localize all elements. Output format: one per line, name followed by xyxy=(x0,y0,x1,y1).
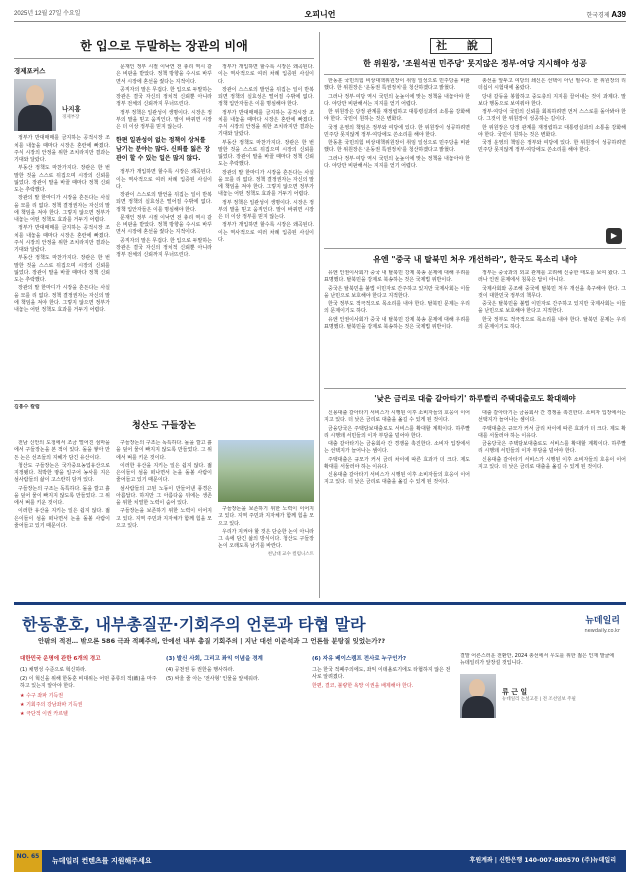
column2-paragraph: 우리가 지켜야 할 것은 단순한 논이 아니라 그 속에 담긴 삶의 방식이다. 청산도 구들장논이 오래도록 남기를 바란다. xyxy=(218,528,314,550)
editorial1-col-b xyxy=(478,78,626,244)
editorial-rule xyxy=(324,74,626,75)
ad-col1-item: ★ 극단적 이권 카르텔 xyxy=(20,711,68,718)
column1-author-title: 경제부장 xyxy=(62,114,80,120)
editorial3-title: '낮은 금리로 대출 갈아타기' 하루빨리 주택대출로도 확대해야 xyxy=(374,394,576,403)
editorial2-paragraph: 중국은 탈북민을 불법 이민자로 간주하고 있지만 국제사회는 이들을 난민으로 보호해야 한다고 지적한다. xyxy=(478,301,626,315)
editorial1-paragraph: 국정 운영의 책임은 정부와 여당에 있다. 한 위원장이 성공하려면 민주당 못지않게 정부·여당에도 쓴소리를 해야 한다. xyxy=(478,140,626,154)
ad-col2-head: (3) 발신 사회, 그리고 좌익 이념을 경계 xyxy=(166,656,263,662)
column1-paragraph: 부동산 정책도 마찬가지다. 장관은 한 번 말한 것을 스스로 뒤집으며 시장의 신뢰를 잃었다. 장관이 말을 바꿀 때마다 정책 신뢰도는 추락했다. xyxy=(14,165,110,194)
ad-logo-url[interactable]: newdaily.co.kr xyxy=(584,628,620,635)
column1-title: 한 입으로 두말하는 장관의 비애 xyxy=(80,39,248,53)
column1-col-a xyxy=(14,64,110,398)
editorial2-paragraph: 중국은 탈북민을 불법 이민자로 간주하고 있지만 국제사회는 이들을 난민으로 보호해야 한다고 지적한다. xyxy=(324,285,470,299)
ad-subtitle: 안팎의 적전… 밖으론 586 극좌 적폐주의, 안에선 내부 총질 기회주의 | 지난 대선 이준석과 그 언론들 분탕질 잊었는가?? xyxy=(38,637,386,645)
editorial-tag: 社 說 xyxy=(430,38,492,54)
editorial2-paragraph: 한국 정부도 적극적으로 목소리를 내야 한다. 탈북민 문제는 우리의 문제이기도 하다. xyxy=(478,316,626,330)
ad-person-photo xyxy=(460,674,496,718)
editorial2-paragraph: 정부는 중국과의 외교 관계를 고려해 신중한 태도를 보여 왔다. 그러나 인권 문제에서 침묵은 답이 아니다. xyxy=(478,270,626,284)
column1-paragraph: 정부가 개입하면 할수록 시장은 왜곡된다. 이는 역사적으로 여러 차례 입증된 사실이다. xyxy=(218,64,314,85)
header-section: 오피니언 xyxy=(304,9,336,19)
editorial1-paragraph: 정부·여당이 국민의 신뢰를 회복하려면 먼저 스스로를 돌아봐야 한다. 그것이 한 위원장이 성공하는 길이다. xyxy=(478,109,626,123)
editorial-rule xyxy=(324,388,626,389)
column2-paragraph: 구들장논을 보존하기 위한 노력이 이어지고 있다. 지역 주민과 지자체가 함께 힘을 모으고 있다. xyxy=(116,508,212,529)
column2-col-a xyxy=(14,440,110,598)
editorial1-paragraph: 한 위원장은 당정 관계를 재정립하고 대통령실과의 소통을 강화해야 한다. 국민이 원하는 것은 변화다. xyxy=(478,124,626,138)
author-photo xyxy=(14,79,56,131)
column2-series: 김홍수 칼럼 xyxy=(14,404,40,410)
editorial1-paragraph: 총선을 앞두고 여당의 쇄신은 선택이 아닌 필수다. 한 위원장의 리더십이 시험대에 올랐다. xyxy=(478,78,626,92)
editorial3-paragraph: 신용대출 갈아타기 서비스가 시행된 이후 소비자들의 호응이 이어지고 있다. 더 낮은 금리로 대출을 옮길 수 있게 된 것이다. xyxy=(324,410,470,424)
column1-author: 나지홍 xyxy=(62,105,81,114)
editorial1-paragraph: 당내 갈등을 봉합하고 중도층의 지지를 끌어내는 것이 과제다. 말보다 행동으로 보여줘야 한다. xyxy=(478,93,626,107)
ad-col1-item: ★ 기회주의 강남좌파 기득권 xyxy=(20,701,83,708)
ad-col-1 xyxy=(20,653,160,849)
column1-paragraph: 장관의 말 한마디가 시장을 흔든다는 사실을 모를 리 없다. 정책 결정권자는 자신의 말에 책임을 져야 한다. 그렇지 않으면 정부가 내놓는 어떤 정책도 효과를 거두기 어렵다. xyxy=(14,195,110,224)
column1-paragraph: 장관의 말 한마디가 시장을 흔든다는 사실을 모를 리 없다. 정책 결정권자는 자신의 말에 책임을 져야 한다. 그렇지 않으면 정부가 내놓는 어떤 정책도 효과를 거두기 어렵다. xyxy=(218,169,314,198)
ad-person xyxy=(460,674,620,718)
editorial3-paragraph: 신용대출 갈아타기 서비스가 시행된 이후 소비자들의 호응이 이어지고 있다. 더 낮은 금리로 대출을 옮길 수 있게 된 것이다. xyxy=(478,456,626,470)
column2-paragraph: 구들장논의 구조는 독특하다. 돌을 깔고 흙을 덮어 물이 빠지지 않도록 만들었다. 그 위에서 벼를 키운 것이다. xyxy=(116,440,212,461)
editorial1-paragraph: 국정 운영의 책임은 정부와 여당에 있다. 한 위원장이 성공하려면 민주당 못지않게 정부·여당에도 쓴소리를 해야 한다. xyxy=(324,124,470,138)
editorial3-paragraph: 주택대출은 규모가 커서 금리 차이에 따른 효과가 더 크다. 제도 확대를 서둘러야 하는 이유다. xyxy=(478,425,626,439)
author-face xyxy=(26,85,44,107)
advertisement xyxy=(14,602,626,872)
column2-col-b xyxy=(116,440,212,598)
author-photo-wrap xyxy=(14,79,110,135)
editorial1-paragraph: 그러나 정부·여당 역시 국민의 눈높이에 맞는 정책을 내놓아야 한다. 야당만 비판해서는 지지를 얻기 어렵다. xyxy=(324,155,470,169)
editorial3-paragraph: 금융당국은 주택담보대출로도 서비스를 확대할 계획이다. 하루빨리 시행돼 서민들의 이자 부담을 덜어야 한다. xyxy=(324,425,470,439)
ad-person-face xyxy=(469,679,485,698)
vertical-divider xyxy=(319,32,320,598)
editorial2-col-b xyxy=(478,270,626,384)
ad-footer-text: 뉴데일리 컨텐츠를 지원해주세요 xyxy=(52,856,152,865)
ad-person-title: 뉴데일리 논설고문 | 전 조선일보 주필 xyxy=(502,697,576,703)
column2-author-note: 천남대 교수 컬럼니스트 xyxy=(267,551,314,557)
column1-rule xyxy=(14,58,314,59)
editorial2-paragraph: 한국 정부도 적극적으로 목소리를 내야 한다. 탈북민 문제는 우리의 문제이기도 하다. xyxy=(324,301,470,315)
terrace-photo xyxy=(218,440,314,502)
ad-footer xyxy=(14,850,626,872)
column1-paragraph: 문재인 정부 시절 이낙연 전 총리 역시 같은 비판을 받았다. 정책 방향을 수시로 바꾸면서 시장에 혼선을 줬다는 지적이다. xyxy=(116,64,212,85)
ad-person-suit xyxy=(462,696,494,718)
editorial2-paragraph: 유엔 인권이사회가 중국 내 탈북민 강제 북송 문제에 대해 우려를 표명했다. 탈북민을 강제로 북송하는 것은 국제법 위반이다. xyxy=(324,270,470,284)
column1-col-b xyxy=(116,64,212,398)
editorial3-col-a xyxy=(324,410,470,598)
column1-paragraph: 정부가 개입하면 할수록 시장은 왜곡된다. 이는 역사적으로 여러 차례 입증된 사실이다. xyxy=(116,169,212,190)
ad-col1-item: (1) 채명성 수준으로 혁신하라. xyxy=(20,666,87,673)
ad-col2-item: (4) 공천권 등 권한을 행사하라. xyxy=(166,666,235,673)
column1-paragraph: 정부가 반대매매를 금지하는 공적시장 조치를 내놓을 때마다 시장은 혼란에 빠졌다. 주식 시장의 안정을 위한 조치라지만 결과는 기대와 달랐다. xyxy=(14,225,110,254)
column2-title: 청산도 구들장논 xyxy=(132,421,196,431)
editorial1-col-a xyxy=(324,78,470,244)
column1-paragraph: 정부 정책은 일관성이 생명이다. 시장은 정부의 말을 믿고 움직인다. 말이 바뀌면 시장은 더 이상 정부를 믿지 않는다. xyxy=(116,109,212,130)
header-paper-name: 한국경제 xyxy=(586,12,610,19)
editorial2-paragraph: 유엔 인권이사회가 중국 내 탈북민 강제 북송 문제에 대해 우려를 표명했다. 탈북민을 강제로 북송하는 것은 국제법 위반이다. xyxy=(324,316,470,330)
ad-col3-item: 그는 한국 적폐주의에도, 좌익 이데올로기에도 타협하지 않은 전사로 알려졌다. xyxy=(312,666,451,681)
ad-col-2 xyxy=(166,653,306,849)
ad-logo-name: 뉴데일리 xyxy=(585,616,620,626)
ad-logo xyxy=(585,615,620,635)
ad-title: 한동훈호, 내부총질꾼·기회주의 언론과 타협 말라 xyxy=(22,615,366,634)
editorial2-title: 유엔 "중국 내 탈북민 처우 개선하라", 한국도 목소리 내야 xyxy=(373,255,577,264)
column2-paragraph: 구들장논의 구조는 독특하다. 돌을 깔고 흙을 덮어 물이 빠지지 않도록 만들었다. 그 위에서 벼를 키운 것이다. xyxy=(14,485,110,506)
editorial2-paragraph: 국제사회와 공조해 중국에 탈북민 처우 개선을 촉구해야 한다. 그것이 대한민국 정부의 책무다. xyxy=(478,285,626,299)
editorial3-col-b xyxy=(478,410,626,598)
column1-paragraph: 정부가 반대매매를 금지하는 공적시장 조치를 내놓을 때마다 시장은 혼란에 빠졌다. 주식 시장의 안정을 위한 조치라지만 결과는 기대와 달랐다. xyxy=(218,109,314,138)
column1-paragraph: 공직자의 말은 무겁다. 한 입으로 두말하는 장관은 결국 자신의 정치적 신뢰뿐 아니라 정부 전체의 신뢰까지 무너뜨린다. xyxy=(116,86,212,108)
column2-paragraph: 전남 신안의 도청에서 조금 떨어진 섬마을에서 구들장논을 본 적이 있다. 돌을 쌓아 만든 논은 선조들의 지혜가 담긴 유산이다. xyxy=(14,440,110,461)
ad-col1-item: (2) 이 혁신을 위해 한동훈 비대위는 어떤 종류의 적(敵)을 마주하고 있는지 알아야 한다. xyxy=(20,676,157,690)
column2-paragraph: 청산도 구들장논은 국가중요농업유산으로 지정됐다. 척박한 땅을 일구어 농사를 지은 섬사람들의 삶이 고스란히 담겨 있다. xyxy=(14,462,110,484)
ad-col4-text: 결말 어른스러운 전환만, 2024 총선에서 우도를 위한 젊은 인재 발굴에 뉴데일리가 앞장설 것입니다. xyxy=(460,653,615,667)
ad-col1-head: 대한민국 운명에 관한 6개의 경고 xyxy=(20,656,101,662)
video-play-icon[interactable]: ▶ xyxy=(606,228,622,244)
column2-col-c xyxy=(218,506,314,598)
editorial3-paragraph: 주택대출은 규모가 커서 금리 차이에 따른 효과가 더 크다. 제도 확대를 서둘러야 하는 이유다. xyxy=(324,456,470,470)
header-page-number: A39 xyxy=(611,9,626,19)
header-date: 2025년 12월 27일 수요일 xyxy=(14,11,81,18)
page-header xyxy=(14,8,626,22)
column1-paragraph: 부동산 정책도 마찬가지다. 장관은 한 번 말한 것을 스스로 뒤집으며 시장의 신뢰를 잃었다. 장관이 말을 바꿀 때마다 정책 신뢰도는 추락했다. xyxy=(14,255,110,284)
ad-col-4 xyxy=(460,653,620,849)
column-divider xyxy=(14,400,314,401)
editorial1-paragraph: 한 위원장은 당정 관계를 재정립하고 대통령실과의 소통을 강화해야 한다. 국민이 원하는 것은 변화다. xyxy=(324,109,470,123)
editorial3-paragraph: 신용대출 갈아타기 서비스가 시행된 이후 소비자들의 호응이 이어지고 있다. 더 낮은 금리로 대출을 옮길 수 있게 된 것이다. xyxy=(324,472,470,486)
column1-paragraph: 장관이 스스로의 발언을 뒤집는 일이 반복되면 정책의 실효성은 떨어질 수밖에 없다. 정책 입안자들은 이를 명심해야 한다. xyxy=(116,192,212,213)
ad-col3-item: 한편, 결코, 불량한 욕망 이권을 배제해야 한다. xyxy=(312,683,414,690)
column1-col-c xyxy=(218,64,314,398)
column1-pullquote: 한편 일관성이 없는 정책이 상처를 남기는 분야는 많다. 신뢰를 잃은 장관이 할 수 있는 일은 많지 않다. xyxy=(116,137,210,162)
editorial1-paragraph: 한동훈 국민의힘 비상대책위원장이 취임 일성으로 민주당을 비판했다. 한 위원장은 '운동권 특권정치'를 청산하겠다고 밝혔다. xyxy=(324,140,470,154)
column1-paragraph: 정부가 반대매매를 금지하는 공적시장 조치를 내놓을 때마다 시장은 혼란에 빠졌다. 주식 시장의 안정을 위한 조치라지만 결과는 기대와 달랐다. xyxy=(14,135,110,164)
column1-paragraph: 정부 정책은 일관성이 생명이다. 시장은 정부의 말을 믿고 움직인다. 말이 바뀌면 시장은 더 이상 정부를 믿지 않는다. xyxy=(218,199,314,220)
editorial1-paragraph: 그러나 정부·여당 역시 국민의 눈높이에 맞는 정책을 내놓아야 한다. 야당만 비판해서는 지지를 얻기 어렵다. xyxy=(324,93,470,107)
column2-paragraph: 이러한 유산을 지키는 일은 쉽지 않다. 젊은이들이 섬을 떠나면서 논을 돌볼 사람이 줄어들고 있기 때문이다. xyxy=(116,462,212,484)
editorial3-paragraph: 대출 갈아타기는 금융회사 간 경쟁을 촉진한다. 소비자 입장에서는 선택지가 늘어나는 셈이다. xyxy=(478,410,626,424)
editorial1-title: 한 위원장, '조원석권 민주당' 못지않은 정부·여당 지시해야 성공 xyxy=(363,59,587,68)
editorial3-paragraph: 금융당국은 주택담보대출로도 서비스를 확대할 계획이다. 하루빨리 시행돼 서민들의 이자 부담을 덜어야 한다. xyxy=(478,441,626,455)
column2-paragraph: 섬사람들의 고된 노동이 만들어낸 풍경은 아름답다. 하지만 그 아름다움 뒤에는 생존을 위한 치열한 노력이 숨어 있다. xyxy=(116,485,212,506)
column1-paragraph: 공직자의 말은 무겁다. 한 입으로 두말하는 장관은 결국 자신의 정치적 신뢰뿐 아니라 정부 전체의 신뢰까지 무너뜨린다. xyxy=(116,237,212,259)
author-suit xyxy=(18,105,52,131)
ad-footer-account: 후원계좌 | 신한은행 140-007-880570 (주)뉴데일리 xyxy=(469,856,616,864)
column1-paragraph: 정부가 개입하면 할수록 시장은 왜곡된다. 이는 역사적으로 여러 차례 입증된 사실이다. xyxy=(218,222,314,243)
column1-paragraph: 문재인 정부 시절 이낙연 전 총리 역시 같은 비판을 받았다. 정책 방향을 수시로 바꾸면서 시장에 혼선을 줬다는 지적이다. xyxy=(116,214,212,236)
editorial1-paragraph: 한동훈 국민의힘 비상대책위원장이 취임 일성으로 민주당을 비판했다. 한 위원장은 '운동권 특권정치'를 청산하겠다고 밝혔다. xyxy=(324,78,470,92)
ad-footer-number: NO. 65 xyxy=(14,850,42,872)
column1-paragraph: 장관이 스스로의 발언을 뒤집는 일이 반복되면 정책의 실효성은 떨어질 수밖에 없다. 정책 입안자들은 이를 명심해야 한다. xyxy=(218,86,314,108)
header-paper xyxy=(426,9,626,21)
ad-col3-head: (6) 자유 베이스캠프 전사로 누구인가? xyxy=(312,656,407,662)
editorial2-col-a xyxy=(324,270,470,384)
editorial3-paragraph: 대출 갈아타기는 금융회사 간 경쟁을 촉진한다. 소비자 입장에서는 선택지가 늘어나는 셈이다. xyxy=(324,441,470,455)
column1-paragraph: 부동산 정책도 마찬가지다. 장관은 한 번 말한 것을 스스로 뒤집으며 시장의 신뢰를 잃었다. 장관이 말을 바꿀 때마다 정책 신뢰도는 추락했다. xyxy=(218,139,314,168)
ad-col2-item: (5) 싸울 줄 아는 '전사형' 인물을 앞세워라. xyxy=(166,676,260,683)
column1-series: 경제포커스 xyxy=(14,67,46,75)
column2-paragraph: 구들장논을 보존하기 위한 노력이 이어지고 있다. 지역 주민과 지자체가 함께 힘을 모으고 있다. xyxy=(218,506,314,527)
ad-person-name: 류 근 일 xyxy=(502,688,528,697)
ad-col-3 xyxy=(312,653,452,849)
column1-paragraph: 장관의 말 한마디가 시장을 흔든다는 사실을 모를 리 없다. 정책 결정권자는 자신의 말에 책임을 져야 한다. 그렇지 않으면 정부가 내놓는 어떤 정책도 효과를 거두기 어렵다. xyxy=(14,285,110,314)
ad-col1-item: ★ 수구 좌파 기득권 xyxy=(20,692,64,699)
editorial-rule xyxy=(324,248,626,249)
column2-paragraph: 이러한 유산을 지키는 일은 쉽지 않다. 젊은이들이 섬을 떠나면서 논을 돌볼 사람이 줄어들고 있기 때문이다. xyxy=(14,508,110,529)
